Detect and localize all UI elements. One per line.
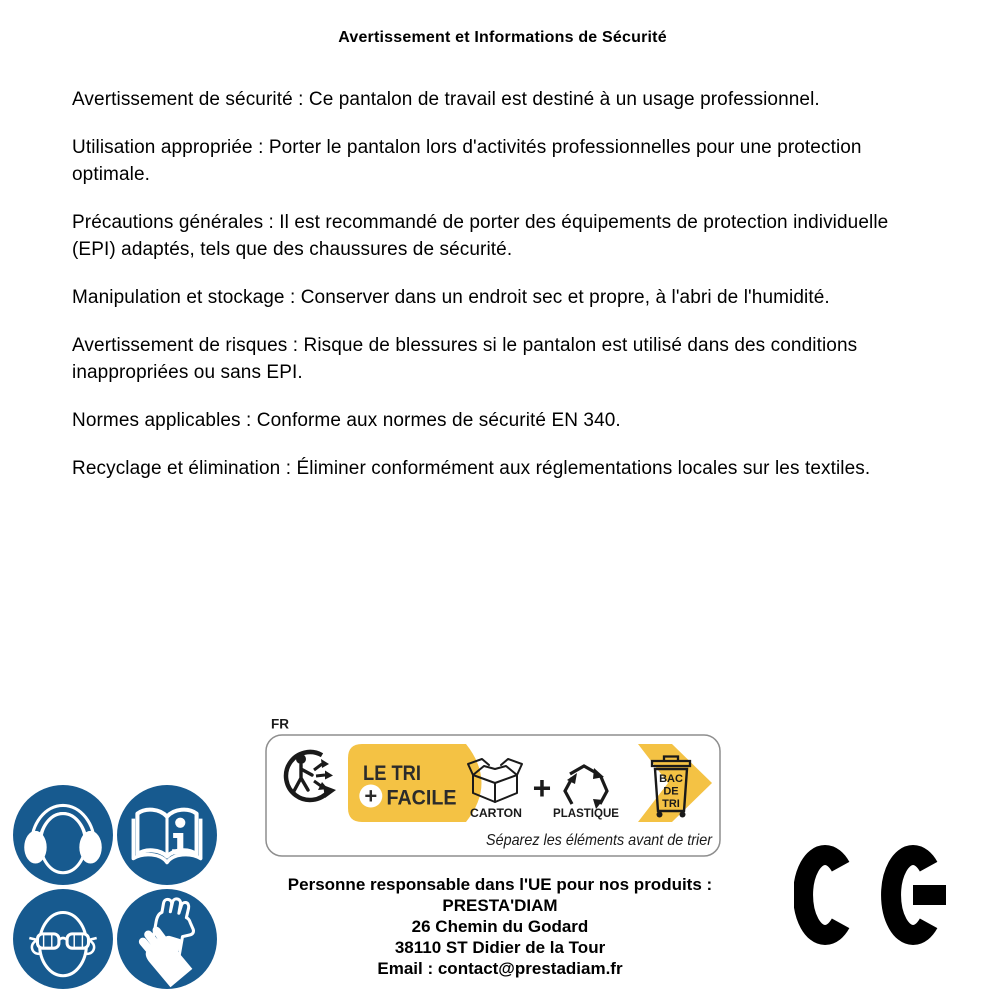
address-street: 26 Chemin du Godard [411, 917, 589, 936]
wear-eye-protection-icon [12, 888, 114, 990]
paragraph-precautions-generales: Précautions générales : Il est recommandé de porter des équipements de protection individuelle (EPI) adaptés, tels que des chaussures de sécurité. [72, 212, 889, 260]
headline-plus: + [364, 783, 378, 809]
country-code-label: FR [271, 716, 289, 732]
material-1-label: CARTON [470, 808, 522, 820]
paragraph-avertissement-risques: Avertissement de risques : Risque de blessures si le pantalon est utilisé dans des conditions inappropriées ou sans EPI. [72, 335, 858, 383]
paragraph-utilisation-appropriee: Utilisation appropriée : Porter le pantalon lors d'activités professionnelles pour une protection optimale. [72, 137, 862, 185]
bin-text-2: DE [663, 785, 679, 798]
responsible-person-intro: Personne responsable dans l'UE pour nos produits : [287, 875, 713, 894]
paragraph-manipulation-stockage: Manipulation et stockage : Conserver dans un endroit sec et propre, à l'abri de l'humidité. [72, 287, 830, 308]
sorting-instruction: Séparez les éléments avant de trier [486, 832, 713, 849]
bin-text-3: TRI [662, 798, 680, 810]
headline-line1: LE TRI [363, 762, 421, 785]
address-city: 38110 ST Didier de la Tour [394, 938, 606, 957]
safety-text-block [72, 86, 933, 482]
ce-marking-icon [794, 845, 954, 945]
paragraph-avertissement-securite: Avertissement de sécurité : Ce pantalon de travail est destiné à un usage professionnel. [72, 89, 820, 110]
mandatory-icons-grid [12, 784, 218, 990]
read-instruction-manual-icon [116, 784, 218, 886]
wear-protective-gloves-icon [116, 888, 218, 990]
paragraph-recyclage-elimination: Recyclage et élimination : Éliminer conformément aux réglementations locales sur les textiles. [72, 458, 871, 479]
contact-email: Email : contact@prestadiam.fr [377, 959, 623, 978]
company-name: PRESTA'DIAM [442, 896, 558, 915]
bin-text-1: BAC [659, 773, 683, 785]
page-title: Avertissement et Informations de Sécurité [338, 29, 667, 46]
plus-separator: + [532, 770, 552, 806]
sorting-info-label [260, 715, 740, 860]
headline-line2: FACILE [386, 786, 457, 810]
paragraph-normes-applicables: Normes applicables : Conforme aux normes de sécurité EN 340. [72, 410, 621, 431]
material-2-label: PLASTIQUE [553, 808, 620, 820]
responsible-person-block [250, 874, 750, 979]
wear-ear-protection-icon [12, 784, 114, 886]
